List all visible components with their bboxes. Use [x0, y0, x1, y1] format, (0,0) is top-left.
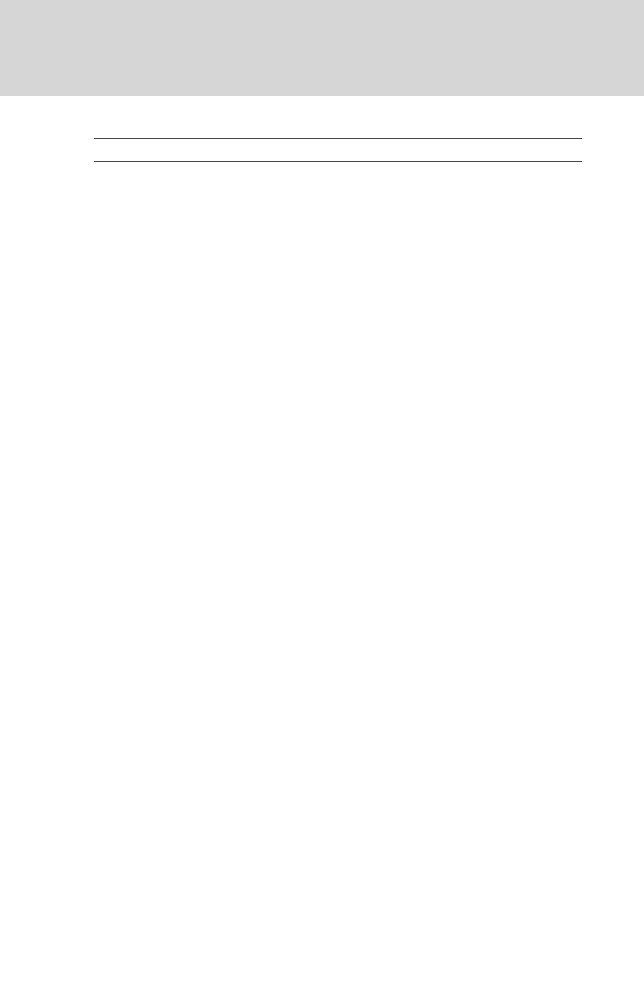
- section-4-rule: [94, 138, 582, 139]
- header-band: [0, 0, 644, 96]
- table-of-contents: [94, 118, 582, 164]
- section-5-rule: [94, 161, 582, 162]
